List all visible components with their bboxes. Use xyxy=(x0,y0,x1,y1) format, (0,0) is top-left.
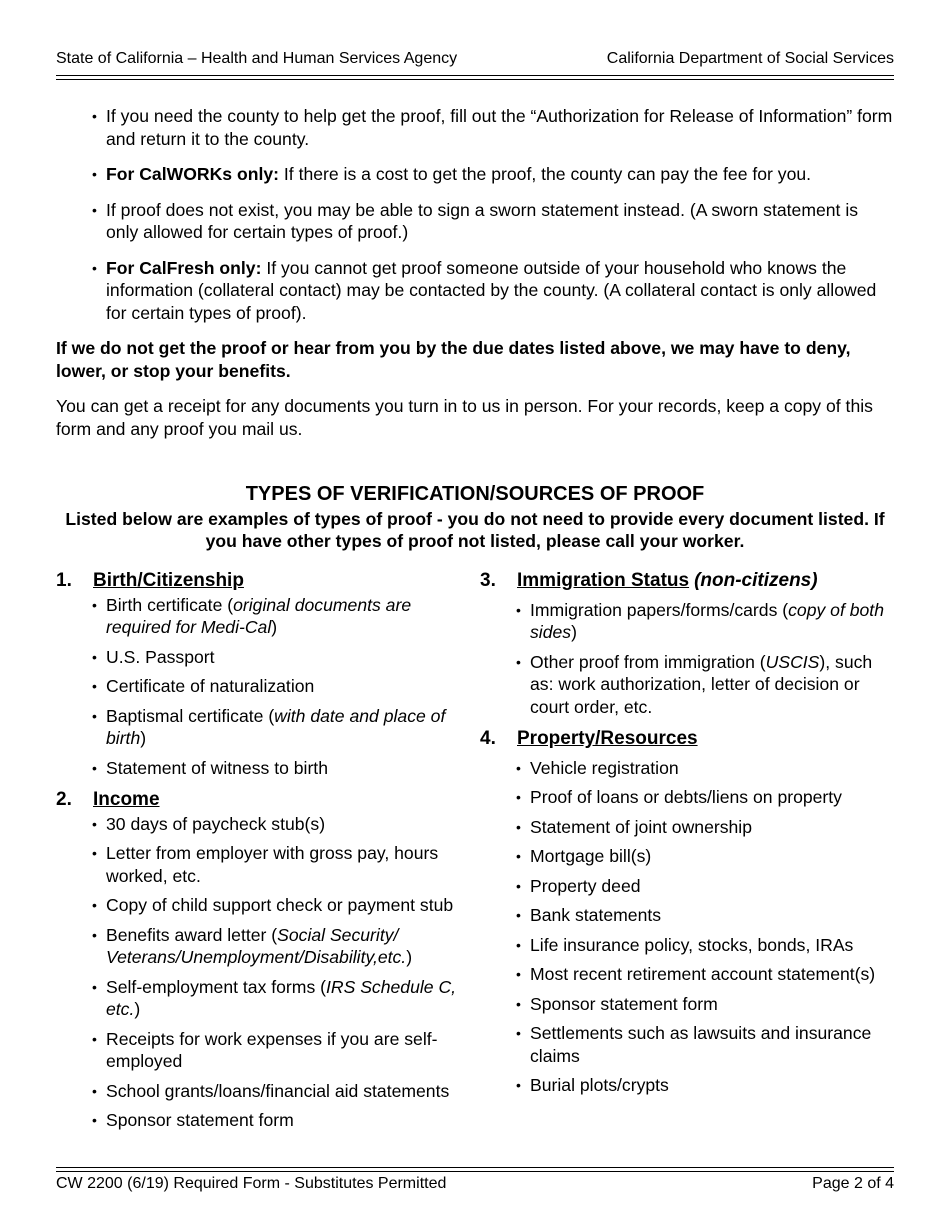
text-span: Other proof from immigration ( xyxy=(530,651,766,672)
category-property-resources xyxy=(480,728,900,1097)
list-item xyxy=(106,813,476,836)
list-item xyxy=(530,934,900,957)
list-item xyxy=(530,1074,900,1097)
receipt-text: You can get a receipt for any documents you turn in to us in person. For your records, keep a copy of this form and any proof you mail us. xyxy=(56,396,873,439)
form-number: CW 2200 (6/19) Required Form - Substitutes Permitted xyxy=(56,1175,447,1192)
text-span: copy of both sides xyxy=(530,599,884,642)
text-span: with date and place of birth xyxy=(106,705,446,748)
text-span: Birth certificate ( xyxy=(106,594,234,615)
footer-rule xyxy=(56,1167,894,1172)
text-span: ) xyxy=(271,617,278,637)
text-span: School grants/loans/financial aid statements xyxy=(106,1080,450,1101)
text-span: Burial plots/crypts xyxy=(530,1075,669,1095)
item-list xyxy=(56,594,476,780)
text-span: USCIS xyxy=(765,651,820,672)
category-name: Birth/Citizenship xyxy=(93,570,244,591)
list-item xyxy=(530,786,900,809)
instruction-item xyxy=(106,105,894,150)
list-item xyxy=(106,1109,476,1132)
text-span: Sponsor statement form xyxy=(106,1110,294,1130)
category-number: 3. xyxy=(480,570,496,591)
category-number: 4. xyxy=(480,728,496,749)
text-span: U.S. Passport xyxy=(106,646,215,667)
text-span: Copy of child support check or payment stub xyxy=(106,895,454,915)
text-span: Certificate of naturalization xyxy=(106,676,315,696)
header-rule xyxy=(56,75,894,80)
list-item xyxy=(530,757,900,780)
text-span: Self-employment tax forms ( xyxy=(106,976,326,997)
text-span: 30 days of paycheck stub(s) xyxy=(106,813,326,834)
list-item xyxy=(106,675,476,698)
agency-name: State of California – Health and Human Services Agency xyxy=(56,50,458,67)
category-heading xyxy=(56,789,476,812)
page-footer xyxy=(56,1175,894,1193)
category-qualifier: (non-citizens) xyxy=(694,570,818,591)
list-item xyxy=(530,651,900,719)
list-item xyxy=(106,894,476,917)
text-span: For CalFresh only: xyxy=(106,257,262,278)
list-item xyxy=(106,1028,476,1073)
warning-text: If we do not get the proof or hear from you by the due dates listed above, we may have to deny, lower, or stop your benefits. xyxy=(56,338,851,381)
list-item xyxy=(106,924,476,969)
text-span: For CalWORKs only: xyxy=(106,164,280,184)
text-span: Immigration papers/forms/cards ( xyxy=(530,599,789,620)
instruction-list xyxy=(56,105,894,324)
text-span: Property deed xyxy=(530,875,641,896)
list-item xyxy=(530,599,900,644)
list-item xyxy=(530,993,900,1016)
text-span: IRS Schedule C, etc. xyxy=(106,976,457,1019)
page-header xyxy=(56,50,894,76)
list-item xyxy=(530,816,900,839)
section-subtitle: Listed below are examples of types of proof - you do not need to provide every document listed. If you have other types of proof not listed, please call your worker. xyxy=(65,509,885,551)
left-column xyxy=(56,570,476,1142)
department-name: California Department of Social Services xyxy=(606,50,894,67)
category-name: Immigration Status xyxy=(517,570,690,591)
text-span: ) xyxy=(571,622,577,642)
list-item xyxy=(530,904,900,927)
list-item xyxy=(106,842,476,887)
category-immigration-status xyxy=(480,570,900,718)
instruction-item xyxy=(106,199,894,244)
text-span: Statement of joint ownership xyxy=(530,816,753,837)
text-span: Sponsor statement form xyxy=(530,993,718,1014)
list-item xyxy=(530,963,900,986)
list-item xyxy=(530,1022,900,1067)
text-span: Life insurance policy, stocks, bonds, IRAs xyxy=(530,934,854,955)
category-name: Income xyxy=(93,789,160,810)
instruction-item xyxy=(106,163,894,186)
list-item xyxy=(106,1080,476,1103)
text-span: Settlements such as lawsuits and insurance claims xyxy=(530,1023,872,1066)
category-number: 2. xyxy=(56,789,72,810)
category-heading xyxy=(56,570,476,593)
item-list xyxy=(480,599,900,719)
text-span: Proof of loans or debts/liens on property xyxy=(530,787,842,807)
page-number: Page 2 of 4 xyxy=(812,1175,894,1192)
text-span: Bank statements xyxy=(530,905,662,925)
text-span: Letter from employer with gross pay, hours worked, etc. xyxy=(106,843,439,886)
text-span: ), such as: work authorization, letter of decision or court order, etc. xyxy=(530,651,873,717)
right-column xyxy=(480,570,900,1107)
category-heading xyxy=(480,728,900,751)
item-list xyxy=(480,757,900,1097)
list-item xyxy=(106,757,476,780)
list-item xyxy=(106,705,476,750)
text-span: Baptismal certificate ( xyxy=(106,705,275,726)
category-heading xyxy=(480,570,900,593)
category-income xyxy=(56,789,476,1132)
list-item xyxy=(530,845,900,868)
text-span: Most recent retirement account statement(s) xyxy=(530,964,876,984)
item-list xyxy=(56,813,476,1132)
list-item xyxy=(106,646,476,669)
list-item xyxy=(530,875,900,898)
text-span: ) xyxy=(140,728,147,748)
text-span: Benefits award letter ( xyxy=(106,924,278,945)
list-item xyxy=(106,976,476,1021)
list-item xyxy=(106,594,476,639)
text-span: If you cannot get proof someone outside of your household who knows the information (collateral contact) may be contacted by the county. (A collateral contact is only allowed for certain types of proof). xyxy=(106,257,877,323)
text-span: Statement of witness to birth xyxy=(106,757,328,778)
text-span: ) xyxy=(406,947,413,967)
text-span: If there is a cost to get the proof, the county can pay the fee for you. xyxy=(279,164,812,184)
text-span: ) xyxy=(134,999,141,1019)
category-number: 1. xyxy=(56,570,72,591)
instruction-item xyxy=(106,257,894,325)
text-span: If proof does not exist, you may be able to sign a sworn statement instead. (A sworn statement is only allowed for certain types of proof.) xyxy=(106,199,859,242)
category-name: Property/Resources xyxy=(517,728,698,749)
category-birth-citizenship xyxy=(56,570,476,779)
text-span: original documents are required for Medi-Cal xyxy=(106,594,412,637)
text-span: Mortgage bill(s) xyxy=(530,846,652,866)
instructions xyxy=(56,105,894,440)
section-title: TYPES OF VERIFICATION/SOURCES OF PROOF xyxy=(245,483,705,505)
text-span: Receipts for work expenses if you are self-employed xyxy=(106,1028,438,1071)
text-span: Vehicle registration xyxy=(530,757,679,778)
text-span: Social Security/ Veterans/Unemployment/Disability,etc. xyxy=(106,924,407,967)
text-span: If you need the county to help get the proof, fill out the “Authorization for Release of Information” form and return it to the county. xyxy=(106,106,893,149)
